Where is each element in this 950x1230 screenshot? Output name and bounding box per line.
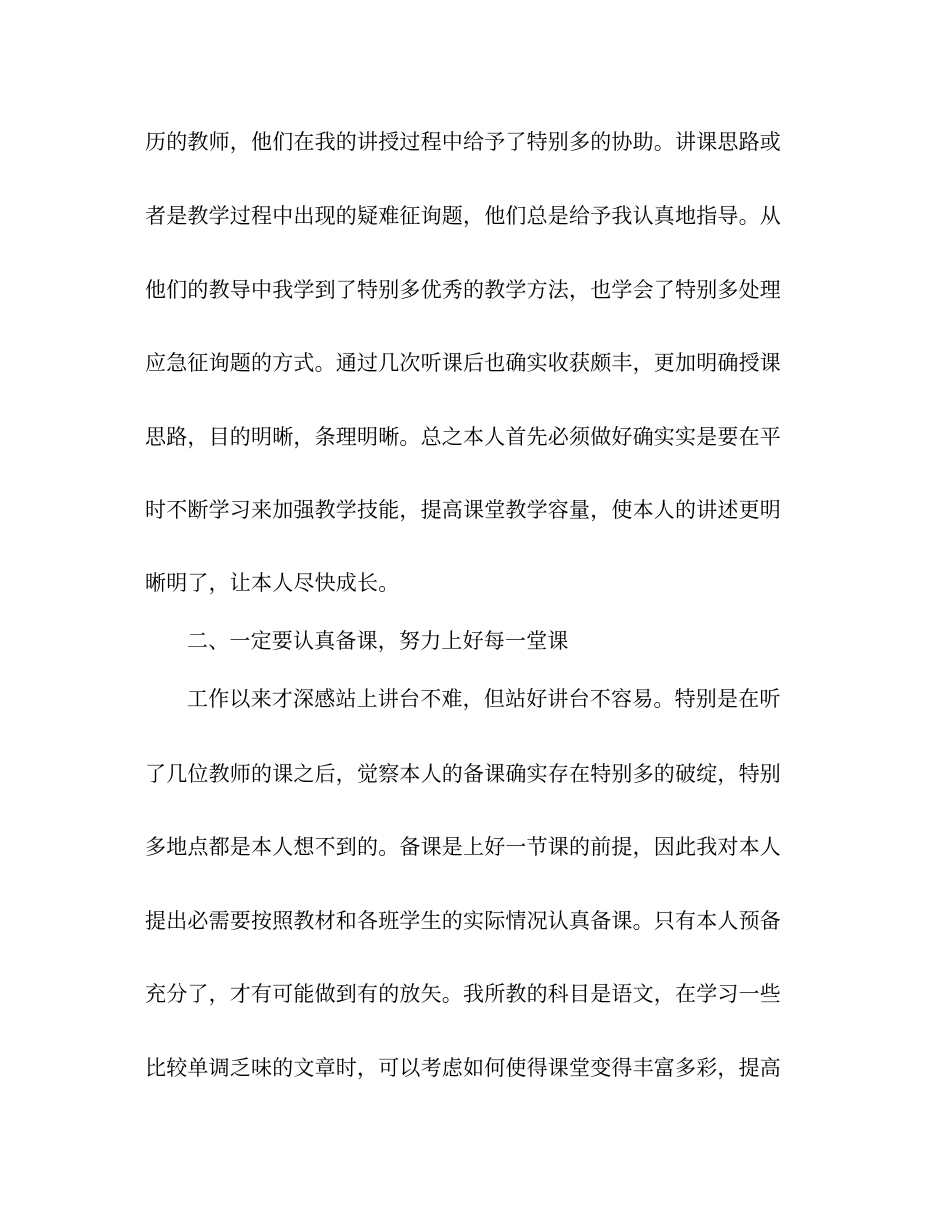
- paragraph-line: 工作以来才深感站上讲台不难，但站好讲台不容易。特别是在听: [187, 687, 781, 711]
- paragraph-line: 晰明了，让本人尽快成长。: [145, 571, 400, 595]
- paragraph-line: 应急征询题的方式。通过几次听课后也确实收获颇丰，更加明确授课: [145, 351, 781, 375]
- paragraph-line: 思路，目的明晰，条理明晰。总之本人首先必须做好确实实是要在平: [145, 425, 781, 449]
- paragraph-line: 比较单调乏味的文章时，可以考虑如何使得课堂变得丰富多彩，提高: [145, 1056, 781, 1080]
- paragraph-line: 历的教师，他们在我的讲授过程中给予了特别多的协助。讲课思路或: [145, 130, 781, 154]
- paragraph-line: 时不断学习来加强教学技能，提高课堂教学容量，使本人的讲述更明: [145, 498, 781, 522]
- section-heading: 二、一定要认真备课，努力上好每一堂课: [187, 629, 569, 653]
- paragraph-line: 他们的教导中我学到了特别多优秀的教学方法，也学会了特别多处理: [145, 278, 781, 302]
- paragraph-line: 提出必需要按照教材和各班学生的实际情况认真备课。只有本人预备: [145, 909, 781, 933]
- paragraph-line: 了几位教师的课之后，觉察本人的备课确实存在特别多的破绽，特别: [145, 762, 781, 786]
- paragraph-line: 多地点都是本人想不到的。备课是上好一节课的前提，因此我对本人: [145, 835, 781, 859]
- paragraph-line: 充分了，才有可能做到有的放矢。我所教的科目是语文，在学习一些: [145, 982, 781, 1006]
- paragraph-line: 者是教学过程中出现的疑难征询题，他们总是给予我认真地指导。从: [145, 204, 781, 228]
